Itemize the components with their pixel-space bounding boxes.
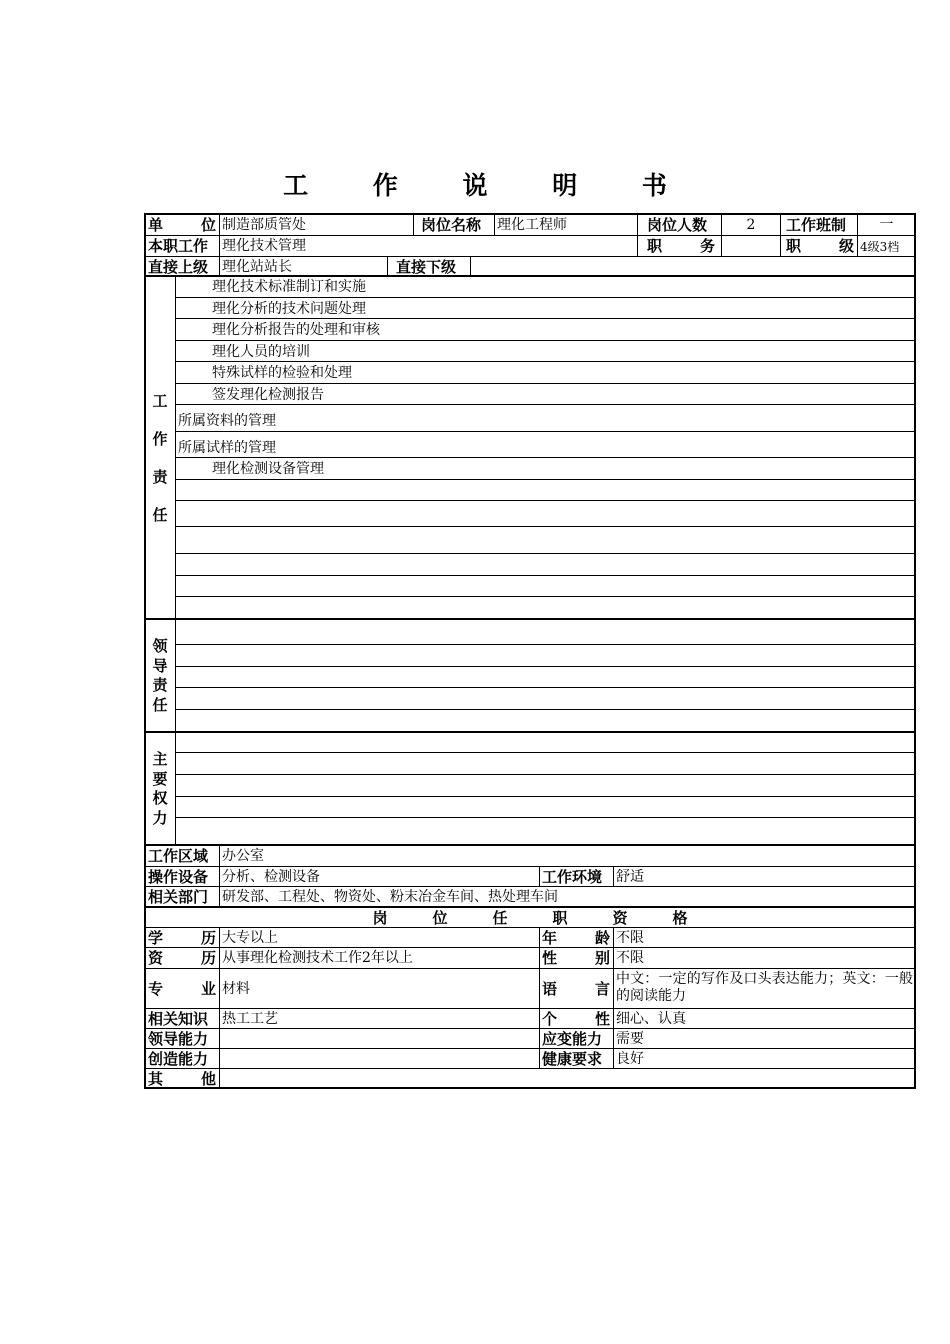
health-label: 健康要求: [542, 1050, 603, 1068]
duty-line: [175, 340, 915, 341]
work-duties-label: 工 作 责 任: [152, 392, 168, 524]
row-divider: [145, 1048, 915, 1049]
duty-line: [175, 479, 915, 480]
education-label: 学 历: [148, 929, 216, 947]
duty-line: [175, 318, 915, 319]
adaptability-label: 应变能力: [542, 1030, 603, 1048]
lead-duties-label: 领 导 责 任: [152, 637, 168, 714]
duty-line: [175, 383, 915, 384]
duty-line: [175, 404, 915, 405]
headcount-label: 岗位人数: [647, 216, 708, 234]
col-divider: [219, 214, 220, 276]
unit-value: 制造部质管处: [222, 217, 306, 233]
duty-item: 所属试样的管理: [178, 440, 276, 456]
language-value: 中文：一定的写作及口头表达能力；英文：一般的阅读能力: [616, 971, 913, 1004]
col-divider: [219, 845, 220, 907]
row-divider: [145, 906, 915, 908]
duty-line: [175, 431, 915, 432]
creativity-label: 创造能力: [148, 1050, 209, 1068]
age-value: 不限: [616, 930, 644, 946]
duty-item: 所属资料的管理: [178, 413, 276, 429]
row-divider: [145, 1068, 915, 1069]
row-divider: [145, 235, 915, 236]
related-depts-label: 相关部门: [148, 888, 209, 906]
duty-item: 理化检测设备管理: [212, 461, 324, 477]
col-divider: [219, 927, 220, 1088]
gender-label: 性 别: [542, 949, 610, 967]
lead-line: [175, 666, 915, 667]
duty-line: [175, 361, 915, 362]
work-area-label: 工作区域: [148, 847, 209, 865]
work-area-value: 办公室: [222, 848, 264, 864]
power-line: [175, 752, 915, 753]
lead-line: [175, 709, 915, 710]
row-divider: [145, 866, 915, 867]
other-label: 其 他: [148, 1070, 216, 1088]
age-label: 年 龄: [542, 929, 610, 947]
experience-label: 资 历: [148, 949, 216, 967]
lead-line: [175, 687, 915, 688]
duty-item: 理化分析的技术问题处理: [212, 301, 366, 317]
row-divider: [145, 256, 915, 257]
duty-line: [175, 500, 915, 501]
lead-line: [175, 644, 915, 645]
experience-value: 从事理化检测技术工作2年以上: [222, 950, 413, 966]
duty-line: [175, 596, 915, 597]
row-divider: [145, 886, 915, 887]
power-line: [175, 817, 915, 818]
grade-value: 4级3档: [860, 240, 900, 254]
document-title: 工 作 说 明 书: [283, 171, 695, 200]
superior-label: 直接上级: [148, 258, 209, 276]
duty-line: [175, 297, 915, 298]
unit-label: 单 位: [148, 216, 216, 234]
job-label: 本职工作: [148, 237, 209, 255]
col-divider: [470, 256, 471, 276]
row-divider: [145, 1008, 915, 1009]
gender-value: 不限: [616, 950, 644, 966]
adaptability-value: 需要: [616, 1031, 644, 1047]
shift-value: 一: [879, 217, 894, 233]
health-value: 良好: [616, 1051, 644, 1067]
duty-item: 理化技术标准制订和实施: [212, 279, 366, 295]
row-divider: [145, 968, 915, 969]
col-divider: [387, 256, 388, 276]
col-divider: [637, 214, 638, 257]
major-value: 材料: [222, 981, 250, 997]
col-divider: [613, 927, 614, 1068]
power-line: [175, 774, 915, 775]
section-divider: [145, 618, 915, 620]
duty-line: [175, 575, 915, 576]
personality-value: 细心、认真: [616, 1011, 686, 1027]
environment-label: 工作环境: [542, 868, 603, 886]
headcount-value: 2: [746, 217, 756, 233]
col-divider: [539, 866, 540, 887]
duty-line: [175, 553, 915, 554]
col-divider: [613, 866, 614, 887]
major-label: 专 业: [148, 980, 216, 998]
environment-value: 舒适: [616, 869, 644, 885]
col-divider: [175, 276, 176, 845]
duty-item: 理化人员的培训: [212, 344, 310, 360]
duty-line: [175, 457, 915, 458]
related-depts-value: 研发部、工程处、物资处、粉末冶金车间、热处理车间: [222, 889, 558, 905]
duty-item: 特殊试样的检验和处理: [212, 365, 352, 381]
main-powers-label: 主 要 权 力: [152, 750, 168, 827]
duty-label: 职 务: [647, 237, 715, 255]
duty-line: [175, 526, 915, 527]
grade-label: 职 级: [786, 237, 854, 255]
knowledge-label: 相关知识: [148, 1010, 209, 1028]
col-divider: [413, 214, 414, 236]
duty-item: 签发理化检测报告: [212, 387, 324, 403]
row-divider: [145, 1028, 915, 1029]
qualifications-header: 岗 位 任 职 资 格: [372, 909, 688, 927]
personality-label: 个 性: [542, 1010, 610, 1028]
col-divider: [494, 214, 495, 236]
duty-item: 理化分析报告的处理和审核: [212, 322, 380, 338]
position-name-value: 理化工程师: [497, 217, 567, 233]
section-divider: [145, 844, 915, 846]
row-divider: [145, 947, 915, 948]
knowledge-value: 热工工艺: [222, 1011, 278, 1027]
equipment-value: 分析、检测设备: [222, 869, 320, 885]
position-name-label: 岗位名称: [421, 216, 482, 234]
superior-value: 理化站站长: [222, 259, 292, 275]
col-divider: [780, 214, 781, 257]
shift-label: 工作班制: [786, 216, 847, 234]
education-value: 大专以上: [222, 930, 278, 946]
subordinate-label: 直接下级: [396, 258, 457, 276]
job-value: 理化技术管理: [222, 238, 306, 254]
leadership-label: 领导能力: [148, 1030, 209, 1048]
power-line: [175, 796, 915, 797]
equipment-label: 操作设备: [148, 868, 209, 886]
row-divider: [145, 927, 915, 928]
language-label: 语 言: [542, 980, 610, 998]
section-divider: [145, 731, 915, 733]
col-divider: [539, 927, 540, 1068]
